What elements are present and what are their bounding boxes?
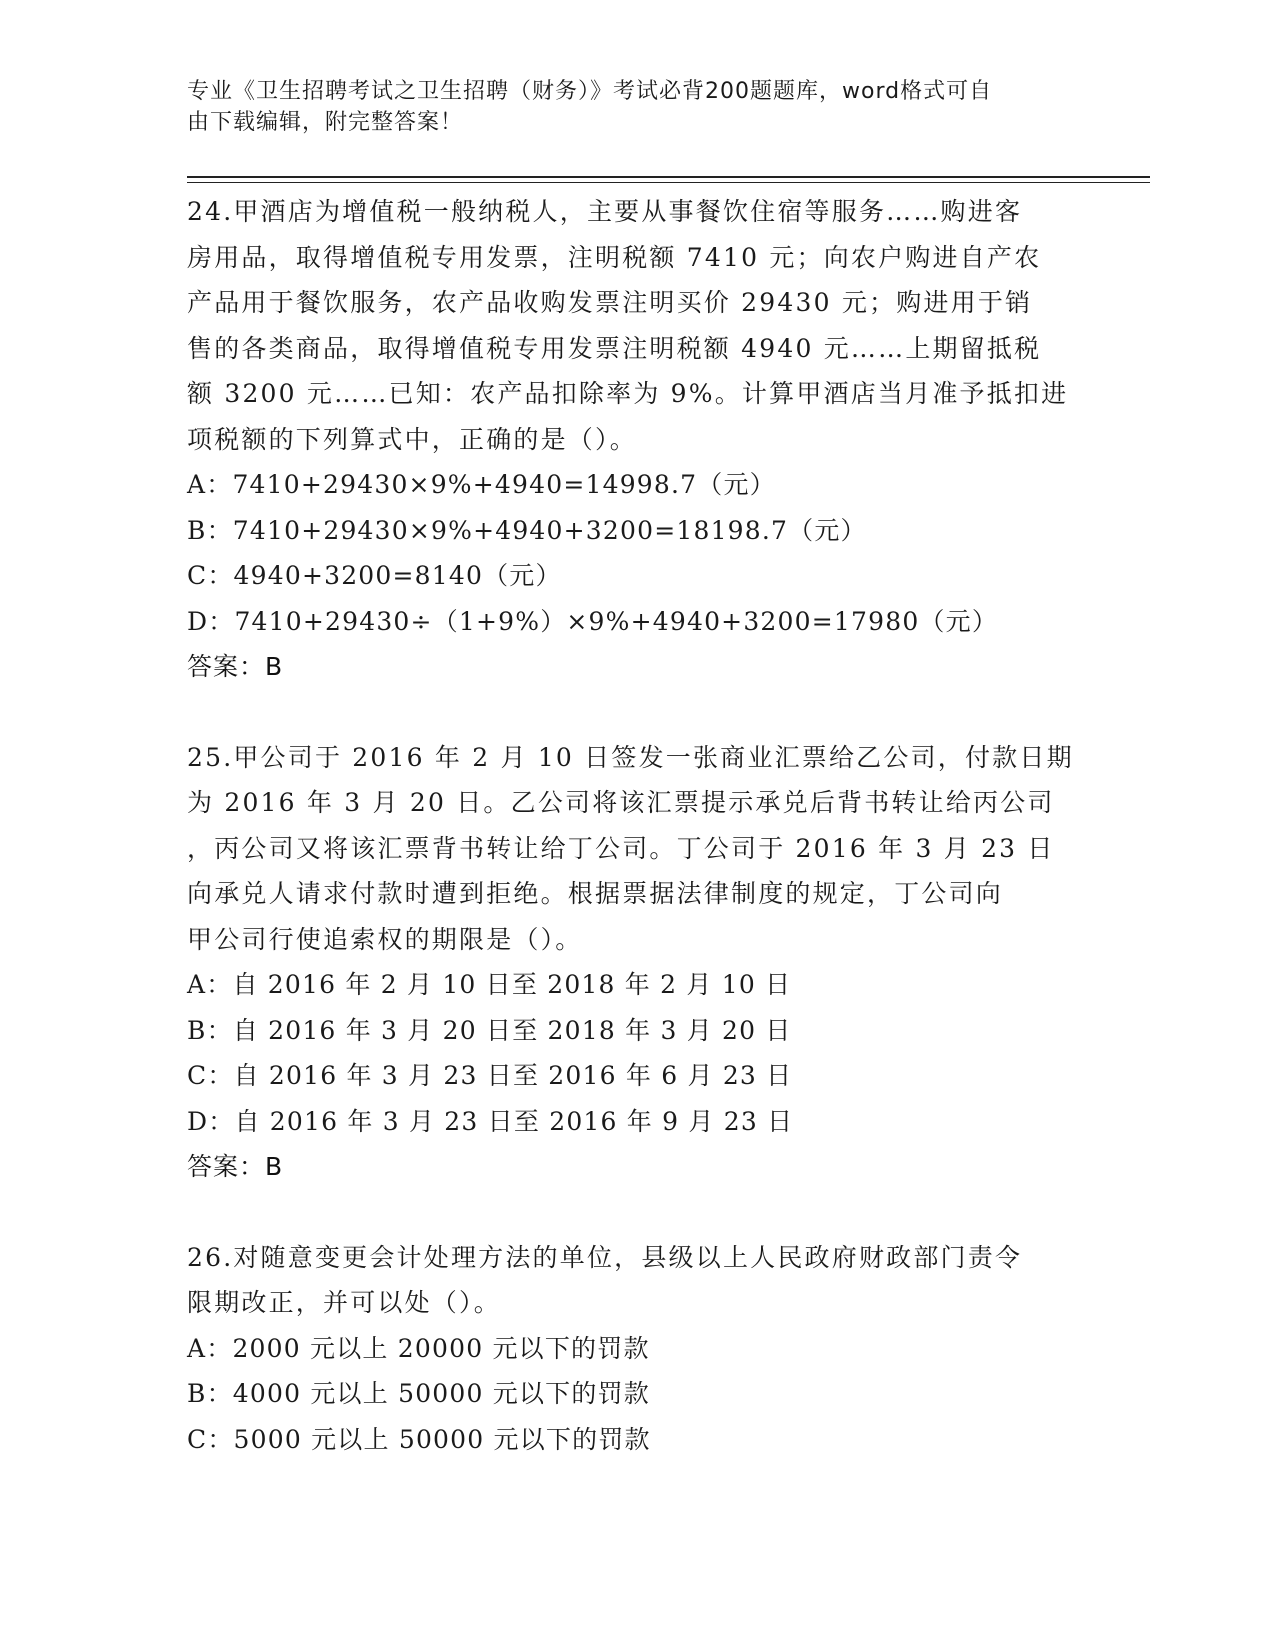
question-spacer [187,1190,1087,1235]
option-d: D：7410+29430÷（1+9%）×9%+4940+3200=17980（元） [187,606,999,636]
question-25 [187,735,1087,1190]
header-divider-thick [187,176,1150,178]
answer: 答案：B [187,652,284,681]
question-24 [187,189,1087,690]
option-b: B：7410+29430×9%+4940+3200=18198.7（元） [187,515,867,545]
option-c: C：5000 元以上 50000 元以下的罚款 [187,1424,651,1454]
header-line-1: 专业《卫生招聘考试之卫生招聘（财务）》考试必背200题题库，word格式可自 [187,79,993,104]
option-b: B：自 2016 年 3 月 20 日至 2018 年 3 月 20 日 [187,1015,792,1045]
question-spacer [187,690,1087,735]
option-b: B：4000 元以上 50000 元以下的罚款 [187,1379,650,1408]
question-text: 25.甲公司于 2016 年 2 月 10 日签发一张商业汇票给乙公司，付款日期 为 2016 年 3 月 20 日。乙公司将该汇票提示承兑后背书转让给丙公司 ，丙公司又将该汇票背书转让给丁公司。丁公司于 2016 年 3 月 23 日 向承兑人请求付款时遭到拒绝。根据票据法律制度的规定，丁公司向 甲公司行使追索权的期限是（）。 [187,742,1074,954]
document-header [187,76,1067,138]
question-26 [187,1235,1087,1463]
answer: 答案：B [187,1152,284,1181]
header-line-2: 由下载编辑，附完整答案！ [187,110,464,135]
question-text: 26.对随意变更会计处理方法的单位，县级以上人民政府财政部门责令 限期改正，并可以处（）。 [187,1242,1023,1317]
option-a: A：7410+29430×9%+4940=14998.7（元） [187,470,776,499]
header-divider-thin [187,182,1150,183]
option-c: C：自 2016 年 3 月 23 日至 2016 年 6 月 23 日 [187,1061,793,1090]
question-text: 24.甲酒店为增值税一般纳税人，主要从事餐饮住宿等服务……购进客 房用品，取得增值税专用发票，注明税额 7410 元；向农户购进自产农 产品用于餐饮服务，农产品收购发票注明买价 29430 元；购进用于销 售的各类商品，取得增值税专用发票注明税额 4940 元……上期留抵税 额 3200 元……已知：农产品扣除率为 9%。计算甲酒店当月准予抵扣进 项税额的下列算式中，正确的是（）。 [187,197,1069,454]
option-a: A：2000 元以上 20000 元以下的罚款 [187,1333,650,1363]
option-c: C：4940+3200=8140（元） [187,561,562,590]
question-list [187,189,1087,1462]
option-a: A：自 2016 年 2 月 10 日至 2018 年 2 月 10 日 [187,970,792,999]
option-d: D：自 2016 年 3 月 23 日至 2016 年 9 月 23 日 [187,1106,794,1136]
